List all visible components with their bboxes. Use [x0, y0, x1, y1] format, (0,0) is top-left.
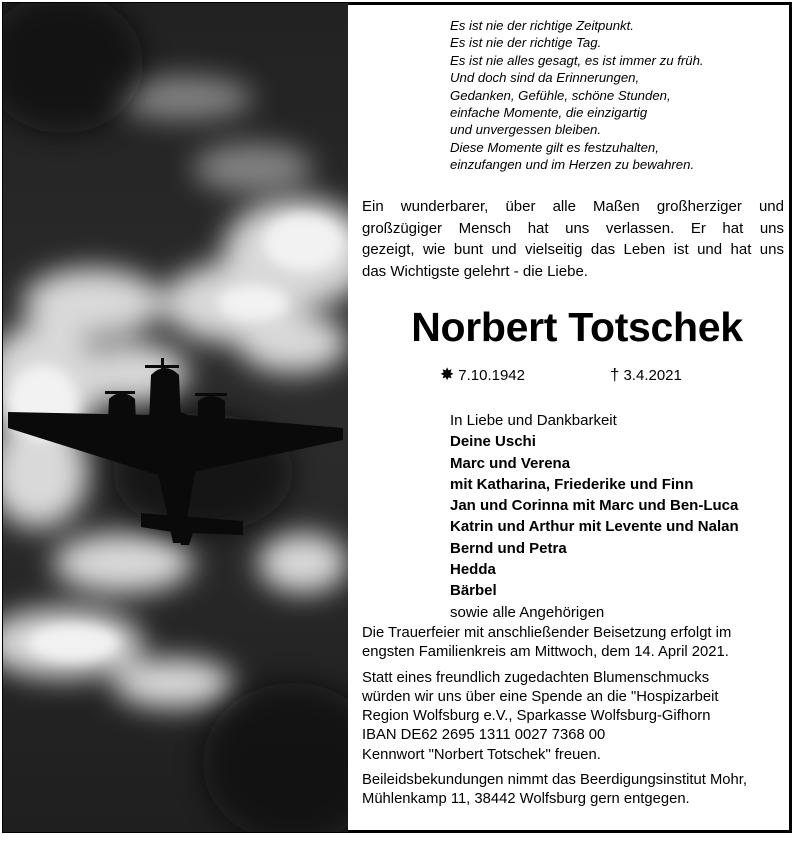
poem-line: einfache Momente, die einzigartig: [450, 104, 648, 120]
death-cross-icon: †: [610, 365, 620, 384]
poem: [450, 17, 780, 174]
deceased-name: Norbert Totschek: [411, 304, 743, 350]
intro-line: Ein wunderbarer, über alle Maßen großherziger und: [362, 198, 784, 215]
donation-line: würden wir uns über eine Spende an die "Hospizarbeit: [362, 688, 719, 705]
intro-line: gezeigt, wie bunt und vielseitig das Leben ist und hat uns: [362, 241, 784, 258]
birth-date: 7.10.1942: [458, 367, 525, 384]
family-member: mit Katharina, Friederike und Finn: [450, 475, 694, 493]
intro-line: das Wichtigste gelehrt - die Liebe.: [362, 262, 588, 280]
family-member: Bärbel: [450, 582, 497, 600]
donation-line: Region Wolfsburg e.V., Sparkasse Wolfsburg-Gifhorn: [362, 708, 711, 725]
birth-date-block: [440, 365, 525, 385]
poem-line: Es ist nie alles gesagt, es ist immer zu früh.: [450, 52, 704, 68]
poem-line: und unvergessen bleiben.: [450, 122, 602, 138]
donation-line: IBAN DE62 2695 1311 0027 7368 00: [362, 727, 606, 744]
ceremony-line: engsten Familienkreis am Mittwoch, dem 14. April 2021.: [362, 644, 729, 661]
family-member: Katrin und Arthur mit Levente und Nalan: [450, 518, 739, 536]
family-member: Marc und Verena: [450, 454, 571, 472]
family-member: Bernd und Petra: [450, 539, 567, 557]
poem-line: Diese Momente gilt es festzuhalten,: [450, 139, 659, 155]
family-heading: In Liebe und Dankbarkeit: [450, 412, 617, 429]
ceremony-line: Die Trauerfeier mit anschließender Beisetzung erfolgt im: [362, 625, 732, 641]
poem-line: Und doch sind da Erinnerungen,: [450, 70, 640, 86]
details-text: [362, 624, 784, 810]
airplane-sky-image: [3, 3, 348, 832]
poem-line: Gedanken, Gefühle, schöne Stunden,: [450, 87, 671, 103]
family-closing: sowie alle Angehörigen: [450, 603, 605, 621]
poem-line: Es ist nie der richtige Zeitpunkt.: [450, 18, 634, 33]
poem-line: Es ist nie der richtige Tag.: [450, 35, 602, 51]
text-column: [350, 0, 790, 841]
intro-line: großzügiger Mensch hat uns verlassen. Er hat uns: [362, 219, 784, 237]
sky-photo: [3, 3, 348, 832]
death-date: 3.4.2021: [623, 367, 682, 384]
condolence-line: Beileidsbekundungen nimmt das Beerdigungsinstitut Mohr,: [362, 772, 747, 789]
poem-line: einzufangen und im Herzen zu bewahren.: [450, 157, 695, 173]
donation-line: Statt eines freundlich zugedachten Blumenschmucks: [362, 669, 710, 686]
family-member: Jan und Corinna mit Marc und Ben-Luca: [450, 497, 739, 515]
family-list: [450, 410, 784, 623]
intro-text: [362, 196, 784, 282]
donation-line: Kennwort "Norbert Totschek" freuen.: [362, 746, 601, 763]
family-member: Hedda: [450, 561, 496, 579]
condolence-line: Mühlenkamp 11, 38442 Wolfsburg gern entgegen.: [362, 791, 690, 808]
death-date-block: [610, 365, 682, 385]
birth-star-icon: ✸: [440, 365, 455, 384]
family-member: Deine Uschi: [450, 433, 536, 451]
